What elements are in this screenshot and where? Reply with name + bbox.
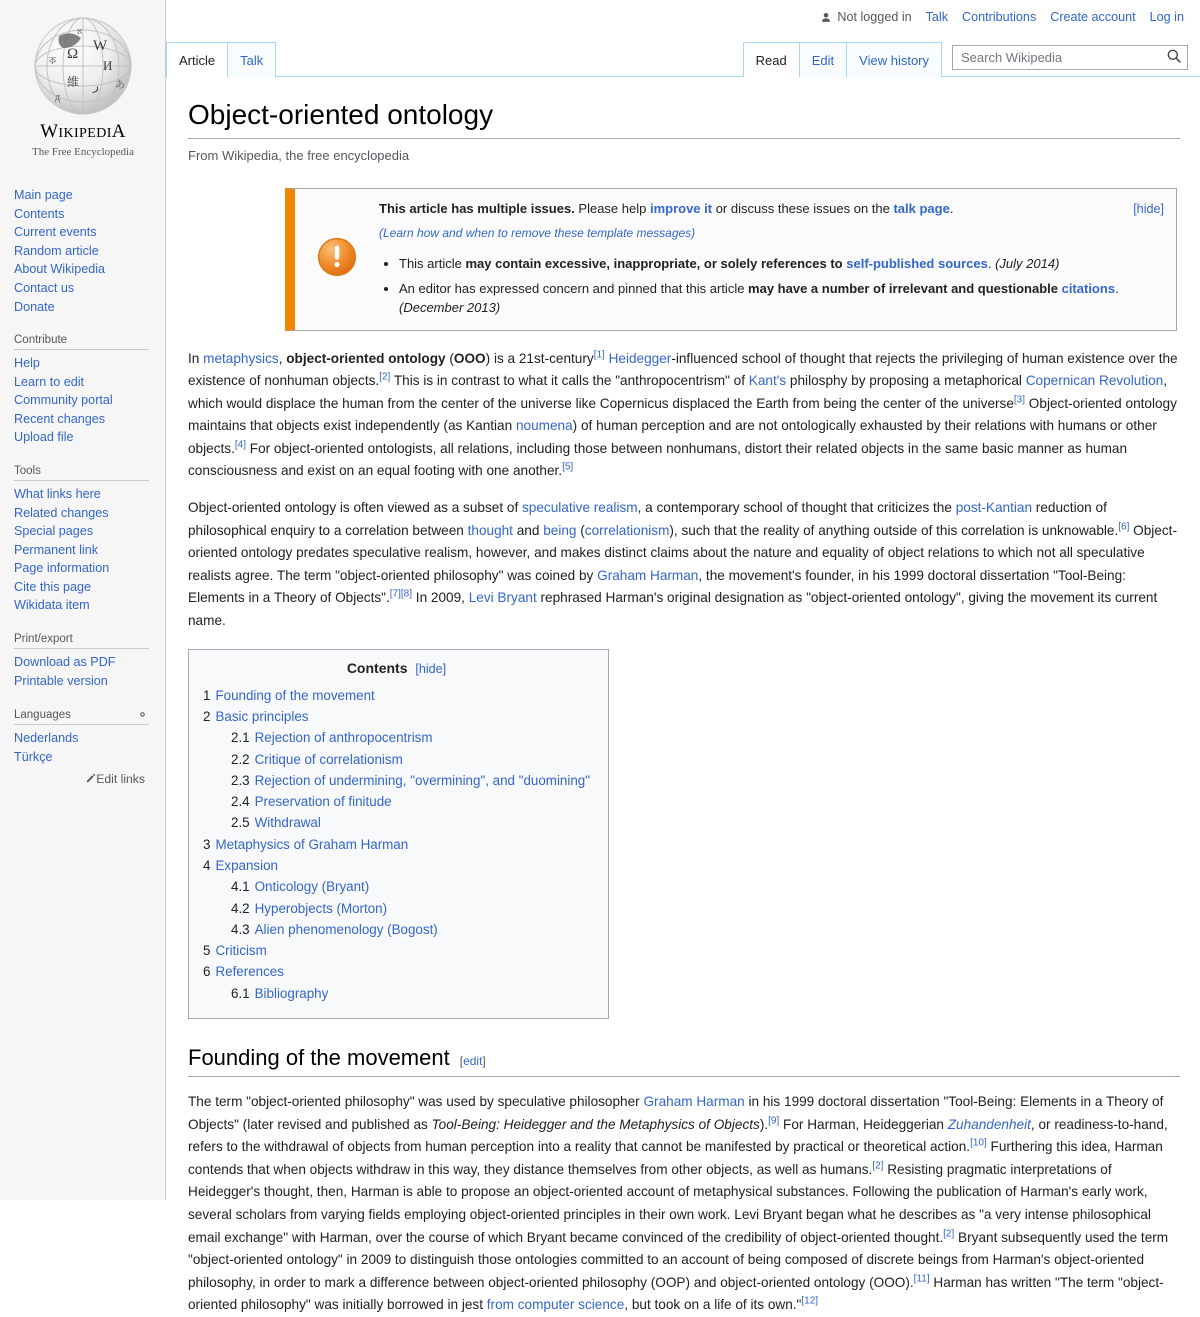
reference-marker[interactable] xyxy=(943,1228,954,1239)
issue-0-bold: may contain excessive, inappropriate, or solely references to xyxy=(465,256,847,271)
issue-1-post: . xyxy=(1115,280,1119,296)
toc-entry[interactable] xyxy=(203,727,590,748)
toc-entry[interactable] xyxy=(203,770,590,791)
reference-marker[interactable] xyxy=(872,1160,883,1171)
lead-paragraph-1 xyxy=(188,348,1180,484)
issue-1-link[interactable]: citations xyxy=(1061,280,1116,296)
toc-entry-link[interactable]: Preservation of finitude xyxy=(254,794,392,810)
toc-entry-link[interactable]: Onticology (Bryant) xyxy=(254,879,370,895)
sidebar xyxy=(0,0,166,1200)
inline-link[interactable]: Copernican Revolution xyxy=(1025,373,1164,389)
toc-entry-link[interactable]: Bibliography xyxy=(254,985,329,1001)
ambox-headline-text-1: Please help xyxy=(574,201,650,216)
toc-entry-number: 2.1 xyxy=(231,730,250,746)
section-heading-label: Founding of the movement xyxy=(188,1045,450,1071)
ambox-talk-page-link[interactable]: talk page xyxy=(893,201,950,216)
reference-marker[interactable] xyxy=(235,439,246,450)
pencil-icon xyxy=(85,773,96,784)
view-tabs xyxy=(743,41,1200,76)
inline-text: Furthering this idea, Harman contends that when objects withdraw in this way, they distance themselves from other objects, as well as humans. xyxy=(188,1139,1163,1177)
inline-text: , xyxy=(278,350,287,366)
reference-link[interactable]: [2] xyxy=(872,1160,884,1172)
inline-text: Harman has written "The term "object-oriented philosophy" was initially borrowed in jest xyxy=(188,1274,1164,1313)
sidebar-group-contribute xyxy=(0,334,165,447)
toc-entry[interactable] xyxy=(203,983,590,1004)
ambox-hide-link[interactable]: [hide] xyxy=(1133,202,1164,216)
svg-text:W: W xyxy=(93,38,108,54)
sidebar-item-learn-to-edit[interactable]: Learn to edit xyxy=(14,374,85,389)
reference-marker[interactable] xyxy=(1014,394,1025,405)
inline-text: , or readiness-to-hand, refers to the withdrawal of objects from human perception into a reality that cannot be manifested by practical or theoretical action. xyxy=(188,1116,1168,1155)
reference-link[interactable]: [6] xyxy=(1118,521,1130,533)
inline-link[interactable]: Graham Harman xyxy=(643,1094,745,1110)
wikipedia-globe-icon[interactable] xyxy=(31,14,135,118)
inline-text: ( xyxy=(576,522,585,538)
tab-article[interactable]: Article xyxy=(166,42,228,77)
toc-entry[interactable] xyxy=(203,685,590,706)
tab-view-history[interactable]: View history xyxy=(846,42,942,77)
toc-entry-link[interactable]: Basic principles xyxy=(215,708,309,724)
sidebar-heading-tools xyxy=(14,465,149,481)
ambox-headline-row xyxy=(379,199,1164,219)
toc-entry-number: 2 xyxy=(203,708,211,724)
ambox-headline-text-2: or discuss these issues on the xyxy=(712,201,894,216)
reference-marker[interactable] xyxy=(562,462,573,473)
sidebar-item-download-as-pdf[interactable]: Download as PDF xyxy=(14,655,116,670)
section-heading-founding xyxy=(188,1045,1180,1077)
inline-text: , but took on a life of its own." xyxy=(624,1297,802,1313)
inline-link[interactable]: correlationism xyxy=(584,522,670,538)
toc-entry-link[interactable]: Hyperobjects (Morton) xyxy=(254,900,388,916)
edit-links-label[interactable]: Edit links xyxy=(96,772,145,787)
toc-title-row xyxy=(203,660,590,676)
toc-entry-number: 4.2 xyxy=(231,900,250,916)
personal-link-log-in[interactable]: Log in xyxy=(1149,10,1184,24)
toc-entry-number: 2.4 xyxy=(231,794,250,810)
inline-text: The term "object-oriented philosophy" was used by speculative philosopher xyxy=(188,1094,644,1110)
ambox-icon-cell xyxy=(295,236,379,281)
ambox-issue-item xyxy=(399,279,1164,318)
search-icon xyxy=(1166,48,1182,67)
issue-0-post: . xyxy=(987,256,992,271)
inline-text: In 2009, xyxy=(412,590,469,606)
sidebar-group-print-export xyxy=(0,633,165,690)
sidebar-item-community-portal[interactable]: Community portal xyxy=(14,393,113,408)
inline-text: -influenced school of thought that rejects the privileging of human existence over the existence of nonhuman objects. xyxy=(188,350,1178,389)
multiple-issues-box xyxy=(285,188,1177,331)
site-subtitle: From Wikipedia, the free encyclopedia xyxy=(188,148,410,163)
sidebar-item-donate[interactable]: Donate xyxy=(14,299,55,314)
toc-rows xyxy=(203,685,590,1004)
wordmark-a: A xyxy=(111,121,126,142)
inline-link[interactable]: Levi Bryant xyxy=(468,590,537,606)
inline-text: and xyxy=(512,522,544,538)
sidebar-item-special-pages[interactable]: Special pages xyxy=(14,524,94,539)
toc-hide-link[interactable]: [hide] xyxy=(415,661,447,676)
inline-bold: object-oriented ontology xyxy=(286,350,446,366)
inline-link[interactable]: from computer science xyxy=(486,1297,625,1313)
toc-entry[interactable] xyxy=(203,876,590,897)
sidebar-group-navigation xyxy=(0,186,165,316)
tab-edit[interactable]: Edit xyxy=(799,42,847,77)
reference-link[interactable]: [5] xyxy=(562,461,574,473)
toc-entry-number: 2.3 xyxy=(231,772,250,788)
section-edit-link xyxy=(460,1054,486,1068)
toc-entry-link[interactable]: Rejection of undermining, "overmining", and "duomining" xyxy=(254,772,590,788)
reference-marker[interactable] xyxy=(379,372,390,383)
sidebar-item-permanent-link[interactable]: Permanent link xyxy=(14,542,98,557)
inline-text: In xyxy=(188,350,204,366)
article-content xyxy=(166,77,1200,1313)
reference-link[interactable]: [7] xyxy=(389,588,401,600)
inline-text: rephrased Harman's original designation as "object-oriented ontology", giving the movement its current name. xyxy=(188,590,1158,629)
sidebar-item-what-links-here[interactable]: What links here xyxy=(14,487,101,502)
reference-marker[interactable] xyxy=(914,1273,930,1284)
inline-text: in his 1999 doctoral dissertation "Tool-Being: Elements in a Theory of Objects" (later revised and published as xyxy=(188,1094,1164,1132)
personal-link-create-account[interactable]: Create account xyxy=(1050,10,1136,24)
sidebar-item-current-events[interactable]: Current events xyxy=(14,225,97,240)
founding-paragraph xyxy=(188,1091,1180,1317)
ambox-improve-it-link[interactable]: improve it xyxy=(649,201,713,216)
toc-entry-number: 2.5 xyxy=(231,815,250,831)
reference-marker[interactable] xyxy=(594,349,605,360)
personal-tools-bar xyxy=(166,0,1200,34)
sidebar-item-recent-changes[interactable]: Recent changes xyxy=(14,411,106,426)
inline-text: Object-oriented ontology predates speculative realism, however, and makes distinct claims about the nature and equality of object relations to which not all speculative realists agree. The term "object-oriented philosophy" was coined by xyxy=(188,522,1177,583)
edit-links-row[interactable] xyxy=(14,772,145,786)
reference-link[interactable]: [10] xyxy=(970,1137,987,1149)
ambox-headline-text-3: . xyxy=(949,201,954,216)
toc-entry-link[interactable]: Criticism xyxy=(215,943,267,959)
personal-link-talk[interactable]: Talk xyxy=(925,10,949,24)
svg-text:あ: あ xyxy=(115,80,125,91)
wordmark-w: W xyxy=(40,121,59,142)
inline-link[interactable]: metaphysics xyxy=(203,350,279,366)
tab-talk[interactable]: Talk xyxy=(227,42,276,77)
inline-text: For object-oriented ontologists, all relations, including those between nonhumans, distort their related objects in the same basic manner as human consciousness and exist on an equal footing with one another. xyxy=(188,440,1128,479)
toc-entry-link[interactable]: Withdrawal xyxy=(254,815,321,831)
sidebar-item-random-article[interactable]: Random article xyxy=(14,243,99,258)
toc-entry[interactable] xyxy=(203,706,590,727)
reference-link[interactable]: [12] xyxy=(801,1295,819,1307)
inline-text: For Harman, Heideggerian xyxy=(779,1116,948,1132)
inline-text: , which would displace the human from the center of the universe like Copernicus displaced the Earth from being the center of the universe xyxy=(188,373,1168,411)
search-button[interactable] xyxy=(1162,46,1186,69)
toc-entry-link[interactable]: Founding of the movement xyxy=(215,687,375,703)
toc-entry[interactable] xyxy=(203,749,590,770)
wordmark-rest: IKIPEDI xyxy=(58,126,112,141)
sidebar-item-help[interactable]: Help xyxy=(14,356,40,371)
page-title: Object-oriented ontology xyxy=(188,97,1180,139)
issue-1-pre: An editor has expressed concern and pinned that this article xyxy=(399,280,749,296)
issue-1-bold: may have a number of irrelevant and questionable xyxy=(748,280,1062,296)
svg-text:維: 維 xyxy=(67,75,80,89)
sidebar-item-cite-this-page[interactable]: Cite this page xyxy=(14,579,92,594)
toc-entry[interactable] xyxy=(203,855,590,876)
inline-text: ) of human perception and are not ontologically exhausted by their relations with humans or other objects. xyxy=(188,418,1157,456)
inline-text: ) is a 21st-century xyxy=(485,350,594,366)
toc-entry-number: 6.1 xyxy=(231,985,250,1001)
toc-entry-link[interactable]: References xyxy=(215,964,284,980)
sidebar-item-contact-us[interactable]: Contact us xyxy=(14,280,75,295)
reference-marker[interactable] xyxy=(1118,521,1129,532)
inline-link[interactable]: speculative realism xyxy=(522,500,638,516)
toc-entry-number: 1 xyxy=(203,687,211,703)
inline-text: Object-oriented ontology is often viewed as a subset of xyxy=(188,500,522,516)
toc-entry[interactable] xyxy=(203,919,590,940)
issue-0-link[interactable]: self-published sources xyxy=(846,256,988,271)
sidebar-item-contents[interactable]: Contents xyxy=(14,206,65,221)
gear-icon[interactable] xyxy=(136,708,149,721)
inline-text: philosphy by proposing a metaphorical xyxy=(786,373,1026,389)
reference-link[interactable]: [9] xyxy=(768,1115,780,1127)
toc-entry[interactable] xyxy=(203,791,590,812)
svg-text:א: א xyxy=(77,26,83,36)
toc-title-label: Contents xyxy=(346,659,408,676)
reference-link[interactable]: [3] xyxy=(1013,394,1026,406)
reference-link[interactable]: [11] xyxy=(913,1273,930,1285)
inline-link[interactable]: Heidegger xyxy=(608,350,672,366)
reference-link[interactable]: [4] xyxy=(234,439,246,451)
toc-entry[interactable] xyxy=(203,961,590,982)
inline-text: This is in contrast to what it calls the "anthropocentrism" of xyxy=(390,373,749,389)
warning-exclamation-icon xyxy=(316,236,358,281)
sidebar-heading-label: Languages xyxy=(14,708,71,721)
reference-marker[interactable] xyxy=(970,1138,987,1149)
toc-entry[interactable] xyxy=(203,834,590,855)
inline-link[interactable]: Kant's xyxy=(748,373,787,389)
not-logged-in-label: Not logged in xyxy=(837,10,912,24)
inline-link[interactable]: Zuhandenheit xyxy=(947,1116,1031,1132)
sidebar-item-main-page[interactable]: Main page xyxy=(14,188,73,203)
namespace-tabs xyxy=(166,41,276,76)
inline-text: , the movement's founder, in his 1999 doctoral dissertation "Tool-Being: Elements in a Theory of Objects". xyxy=(188,567,1126,606)
sidebar-heading-print-export xyxy=(14,633,149,649)
sidebar-item-about-wikipedia[interactable]: About Wikipedia xyxy=(14,262,106,277)
edit-bracket-close: ] xyxy=(482,1054,486,1069)
inline-link[interactable]: Graham Harman xyxy=(597,567,699,583)
svg-text:ক: ক xyxy=(49,56,56,67)
sidebar-heading-languages xyxy=(14,708,149,725)
inline-text: ( xyxy=(445,350,454,366)
svg-text:ر: ر xyxy=(93,79,99,93)
ambox-learn-more-link[interactable]: (Learn how and when to remove these template messages) xyxy=(379,226,696,240)
ambox-issue-item xyxy=(399,254,1164,274)
svg-text:Ω: Ω xyxy=(67,46,79,62)
search-form xyxy=(952,45,1186,70)
sidebar-item-related-changes[interactable]: Related changes xyxy=(14,505,109,520)
sidebar-item-wikidata-item[interactable]: Wikidata item xyxy=(14,598,90,613)
sidebar-heading-label: Tools xyxy=(14,464,41,477)
inline-text: Resisting pragmatic interpretations of Heidegger's thought, then, Harman is able to propose an object-oriented account of metaphysical substances. Following the publication of Harman's early work, several scholars from varying fields employing object-oriented principles in their own work. Levi Bryant began what he describes as "a very intense philosophical email exchange" with Harman, over the course of which Bryant became convinced of the credibility of object-oriented thought. xyxy=(188,1161,1151,1245)
user-icon xyxy=(820,11,832,24)
sidebar-language-nederlands[interactable]: Nederlands xyxy=(14,731,79,746)
search-input[interactable] xyxy=(952,45,1188,70)
inline-link[interactable]: being xyxy=(543,522,577,538)
toc-entry-number: 2.2 xyxy=(231,751,250,767)
toc-entry-number: 4.1 xyxy=(231,879,250,895)
inline-link[interactable]: thought xyxy=(467,522,513,538)
svg-text:д: д xyxy=(55,92,61,103)
reference-marker[interactable] xyxy=(401,589,412,600)
sidebar-group-languages xyxy=(0,708,165,786)
not-logged-in-status xyxy=(820,10,911,24)
toc-entry-number: 5 xyxy=(203,943,211,959)
toc-entry[interactable] xyxy=(203,898,590,919)
toc-entry-link[interactable]: Critique of correlationism xyxy=(254,751,403,767)
sidebar-heading-label: Print/export xyxy=(14,632,73,645)
inline-italic: Tool-Being: Heidegger and the Metaphysics of Objects xyxy=(431,1116,760,1132)
toc-entry[interactable] xyxy=(203,812,590,833)
svg-text:И: И xyxy=(103,58,113,73)
inline-text: ), such that the reality of anything outside of this correlation is unknowable. xyxy=(669,522,1119,538)
lead-paragraph-2 xyxy=(188,497,1180,633)
reference-marker[interactable] xyxy=(768,1115,779,1126)
inline-link[interactable]: post-Kantian xyxy=(955,500,1033,516)
ambox-issue-list xyxy=(379,254,1164,318)
sidebar-group-tools xyxy=(0,465,165,615)
reference-link[interactable]: [2] xyxy=(379,371,391,383)
inline-text: ). xyxy=(759,1116,769,1132)
sidebar-language-turkce[interactable]: Türkçe xyxy=(14,749,53,764)
wikipedia-tagline: The Free Encyclopedia xyxy=(31,145,134,158)
toc-entry[interactable] xyxy=(203,940,590,961)
tab-bar xyxy=(166,34,1200,77)
inline-text: Object-oriented ontology maintains that objects exist independently (as Kantian xyxy=(188,395,1177,434)
sidebar-item-upload-file[interactable]: Upload file xyxy=(14,430,74,445)
reference-link[interactable]: [8] xyxy=(400,588,413,600)
issue-0-date: (July 2014) xyxy=(995,256,1060,271)
personal-link-contributions[interactable]: Contributions xyxy=(962,10,1037,24)
edit-bracket-open: [ xyxy=(459,1054,464,1069)
ambox-headline-bold: This article has multiple issues. xyxy=(379,201,575,216)
toc-entry-link[interactable]: Expansion xyxy=(215,858,278,873)
sidebar-heading-contribute xyxy=(14,334,149,350)
inline-text: reduction of philosophical enquiry to a correlation between xyxy=(188,500,1107,538)
inline-text: Bryant subsequently used the term "object-oriented ontology" in 2009 to distinguish those ontologies committed to an account of being composed of discrete beings from Harman's object-oriented philosophy, in order to mark a difference between object-oriented philosophy (OOP) and object-oriented ontology (OOO). xyxy=(188,1229,1169,1290)
reference-link[interactable]: [2] xyxy=(943,1228,955,1240)
inline-link[interactable]: noumena xyxy=(515,418,573,434)
reference-link[interactable]: [1] xyxy=(593,348,605,360)
wikipedia-wordmark xyxy=(0,122,166,143)
toc-entry-number: 6 xyxy=(203,964,211,980)
edit-link[interactable]: edit xyxy=(463,1054,483,1069)
reference-marker[interactable] xyxy=(801,1296,818,1307)
sidebar-item-printable-version[interactable]: Printable version xyxy=(14,673,108,688)
inline-text: , a contemporary school of thought that criticizes the xyxy=(637,500,956,516)
tab-read[interactable]: Read xyxy=(743,42,800,77)
sidebar-heading-label: Contribute xyxy=(14,333,68,346)
toc-entry-link[interactable]: Alien phenomenology (Bogost) xyxy=(254,921,438,937)
toc-entry-link[interactable]: Rejection of anthropocentrism xyxy=(254,730,433,746)
toc-entry-number: 4.3 xyxy=(231,921,250,937)
table-of-contents xyxy=(188,649,609,1019)
sidebar-item-page-information[interactable]: Page information xyxy=(14,561,110,576)
toc-entry-number: 4 xyxy=(203,858,211,873)
issue-0-pre: This article xyxy=(399,256,466,271)
reference-marker[interactable] xyxy=(390,589,401,600)
inline-bold: OOO xyxy=(453,350,486,366)
toc-entry-number: 3 xyxy=(203,836,211,852)
toc-entry-link[interactable]: Metaphysics of Graham Harman xyxy=(215,836,409,852)
ambox-headline xyxy=(379,199,1111,218)
wikipedia-logo[interactable] xyxy=(0,10,166,158)
issue-1-date: (December 2013) xyxy=(399,300,501,315)
ambox-body xyxy=(379,199,1164,318)
